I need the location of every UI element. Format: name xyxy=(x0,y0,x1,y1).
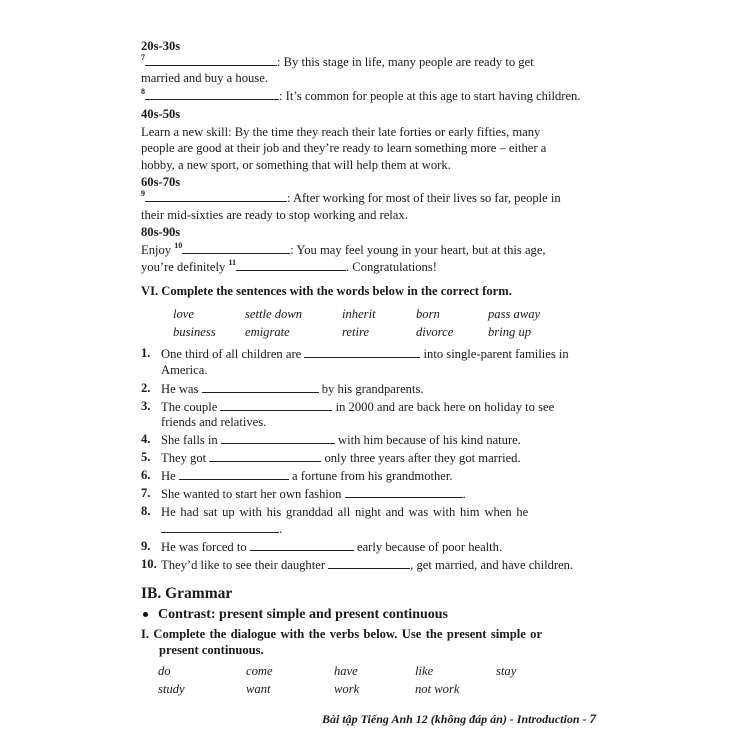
definitely-label: you’re definitely xyxy=(141,260,226,274)
verb-like: like xyxy=(415,664,434,678)
item-6-before: He xyxy=(161,469,176,483)
q8-blank[interactable] xyxy=(145,88,279,100)
verb-stay: stay xyxy=(496,664,517,678)
verb-study: study xyxy=(158,682,185,696)
q9-blank[interactable] xyxy=(145,190,287,202)
word-settle-down: settle down xyxy=(245,307,303,321)
item-5-blank[interactable] xyxy=(209,450,321,462)
text-40s-line-3: hobby, a new sport, or something that will help them at work. xyxy=(141,158,451,172)
verb-work: work xyxy=(334,682,360,696)
grammar-bullet-text: Contrast: present simple and present continuous xyxy=(158,607,449,622)
item-2-blank[interactable] xyxy=(202,381,319,393)
q9-text: : After working for most of their lives so far, people in xyxy=(287,191,561,205)
verb-not-work: not work xyxy=(415,682,460,696)
heading-80s-90s: 80s-90s xyxy=(141,225,181,239)
word-born: born xyxy=(416,307,440,321)
item-6 xyxy=(161,468,453,485)
item-3-blank[interactable] xyxy=(220,399,332,411)
q11-number: 11 xyxy=(228,258,236,267)
item-5-before: They got xyxy=(161,451,207,465)
item-2 xyxy=(161,381,424,398)
q7-text: : By this stage in life, many people are ready to get xyxy=(277,55,534,69)
item-8-line-2 xyxy=(161,521,282,538)
item-9-blank[interactable] xyxy=(250,539,354,551)
item-7-before: She wanted to start her own fashion xyxy=(161,487,342,501)
question-11 xyxy=(141,259,437,276)
item-9 xyxy=(161,539,502,556)
item-4 xyxy=(161,432,521,449)
item-3-before: The couple xyxy=(161,400,218,414)
item-4-after: with him because of his kind nature. xyxy=(337,433,521,447)
item-4-before: She falls in xyxy=(161,433,218,447)
q10-text: : You may feel young in your heart, but at this age, xyxy=(290,243,546,257)
item-10-before: They’d like to see their daughter xyxy=(161,558,326,572)
verb-have: have xyxy=(334,664,358,678)
word-business: business xyxy=(173,325,216,339)
item-7 xyxy=(161,486,466,503)
item-7-after: . xyxy=(462,487,466,501)
word-pass-away: pass away xyxy=(488,307,541,321)
verb-do: do xyxy=(158,664,171,678)
item-5-number: 5. xyxy=(141,450,151,464)
item-1-blank[interactable] xyxy=(304,346,420,358)
item-1-continuation: America. xyxy=(161,363,208,377)
word-divorce: divorce xyxy=(416,325,454,339)
q9-number: 9 xyxy=(141,189,145,198)
item-9-before: He was forced to xyxy=(161,540,247,554)
q7-number: 7 xyxy=(141,53,145,62)
word-love: love xyxy=(173,307,194,321)
q10-blank[interactable] xyxy=(182,242,290,254)
heading-60s-70s: 60s-70s xyxy=(141,175,181,189)
heading-40s-50s: 40s-50s xyxy=(141,107,181,121)
bullet-icon xyxy=(143,612,148,617)
item-3-continuation: friends and relatives. xyxy=(161,415,267,429)
item-5 xyxy=(161,450,521,467)
question-9 xyxy=(141,190,561,207)
item-6-after: a fortune from his grandmother. xyxy=(292,469,453,483)
grammar-heading: IB. Grammar xyxy=(141,585,233,602)
item-1 xyxy=(161,346,569,363)
item-1-number: 1. xyxy=(141,346,151,360)
item-5-after: only three years after they got married. xyxy=(324,451,521,465)
item-4-number: 4. xyxy=(141,432,151,446)
item-8-number: 8. xyxy=(141,504,151,518)
q8-number: 8 xyxy=(141,87,145,96)
item-8: He had sat up with his granddad all night and was with him when he xyxy=(161,505,529,519)
item-2-number: 2. xyxy=(141,381,151,395)
item-7-number: 7. xyxy=(141,486,151,500)
item-8-after: . xyxy=(279,522,283,536)
item-2-before: He was xyxy=(161,382,199,396)
word-bring-up: bring up xyxy=(488,325,532,339)
grammar-exercise-title-2: present continuous. xyxy=(159,643,264,657)
item-10-number: 10. xyxy=(141,557,157,571)
page-footer xyxy=(322,711,596,727)
item-9-after: early because of poor health. xyxy=(357,540,503,554)
item-2-after: by his grandparents. xyxy=(321,382,424,396)
word-emigrate: emigrate xyxy=(245,325,290,339)
text-40s-line-1: Learn a new skill: By the time they reach their late forties or early fifties, many xyxy=(141,125,541,139)
item-8-blank[interactable] xyxy=(161,521,279,533)
verb-come: come xyxy=(246,664,273,678)
item-6-number: 6. xyxy=(141,468,151,482)
exercise-vi-title: VI. Complete the sentences with the words below in the correct form. xyxy=(141,284,512,298)
q7-continuation: married and buy a house. xyxy=(141,71,268,85)
q9-continuation: their mid-sixties are ready to stop working and relax. xyxy=(141,208,408,222)
question-7 xyxy=(141,54,534,71)
q11-blank[interactable] xyxy=(236,259,346,271)
item-1-before: One third of all children are xyxy=(161,347,302,361)
word-retire: retire xyxy=(342,325,370,339)
item-1-after: into single-parent families in xyxy=(423,347,569,361)
q7-blank[interactable] xyxy=(145,54,277,66)
heading-20s-30s: 20s-30s xyxy=(141,39,181,53)
item-10-after: , get married, and have children. xyxy=(410,558,574,572)
page-number: 7 xyxy=(589,711,596,726)
word-inherit: inherit xyxy=(342,307,376,321)
grammar-exercise-title-1: I. Complete the dialogue with the verbs below. Use the present simple or xyxy=(141,627,543,641)
item-7-blank[interactable] xyxy=(345,486,463,498)
item-3-number: 3. xyxy=(141,399,151,413)
question-8 xyxy=(141,88,580,105)
grammar-bullet xyxy=(143,606,448,624)
item-10 xyxy=(161,557,573,574)
footer-text: Bài tập Tiếng Anh 12 (không đáp án) - Introduction - xyxy=(322,712,590,726)
text-40s-line-2: people are good at their job and they’re ready to learn something more – either a xyxy=(141,141,547,155)
q10-number: 10 xyxy=(174,241,183,250)
verb-want: want xyxy=(246,682,271,696)
item-3-after: in 2000 and are back here on holiday to see xyxy=(335,400,555,414)
question-10 xyxy=(141,242,546,259)
item-9-number: 9. xyxy=(141,539,151,553)
item-6-blank[interactable] xyxy=(179,468,289,480)
enjoy-label: Enjoy xyxy=(141,243,172,257)
q11-text: . Congratulations! xyxy=(346,260,437,274)
item-10-blank[interactable] xyxy=(328,557,410,569)
item-4-blank[interactable] xyxy=(221,432,335,444)
q8-text: : It’s common for people at this age to start having children. xyxy=(279,89,581,103)
